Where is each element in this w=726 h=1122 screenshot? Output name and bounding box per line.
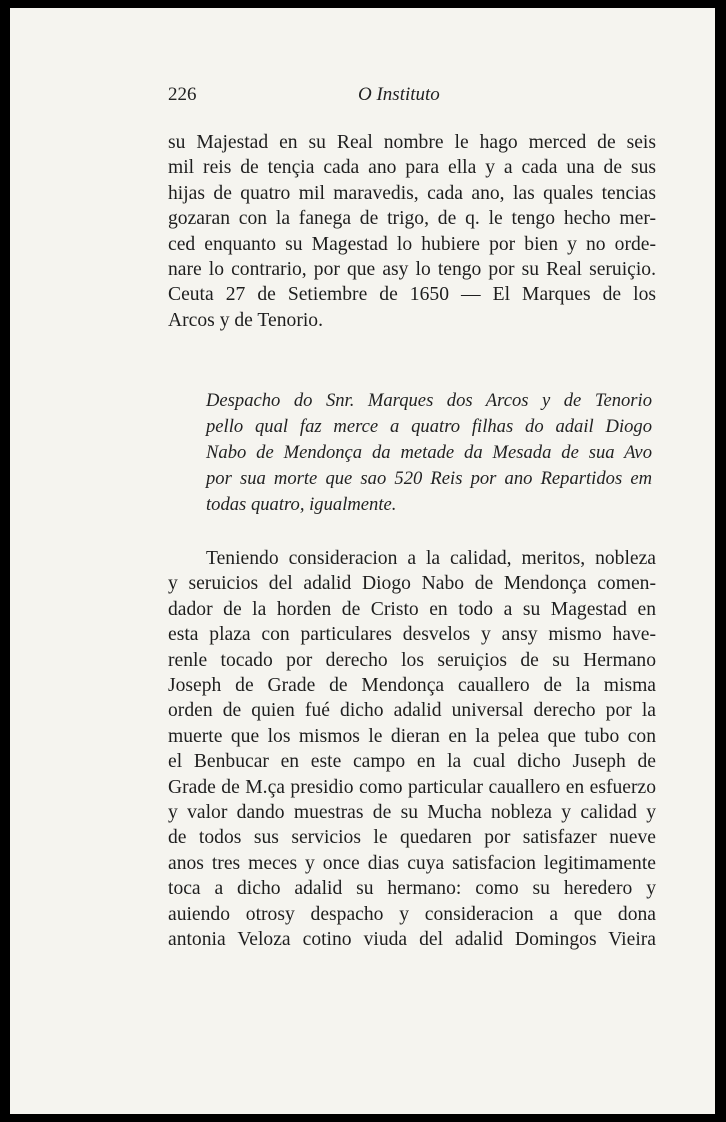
heading-line: todas quatro, igualmente. [206, 494, 397, 515]
text-line: Teniendo consideracion a la calidad, meritos, nobleza [206, 548, 656, 569]
text-line: gozaran con la fanega de trigo, de q. le tengo hecho mer- [168, 208, 656, 230]
text-line: Joseph de Grade de Mendonça cauallero de la misma [168, 675, 656, 697]
text-line: esta plaza con particulares desvelos y ansy mismo have- [168, 624, 656, 646]
paragraph-1 [168, 130, 656, 333]
heading-line: por sua morte que sao 520 Reis por ano Repartidos em [206, 468, 652, 489]
text-line: mil reis de tençia cada ano para ella y a cada una de sus [168, 157, 656, 179]
document-heading [206, 388, 652, 518]
text-line: y seruicios del adalid Diogo Nabo de Mendonça comen- [168, 573, 656, 595]
page-header [10, 84, 715, 114]
text-line: el Benbucar en este campo en la cual dicho Juseph de [168, 751, 656, 773]
text-line: hijas de quatro mil maravedis, cada ano, las quales tencias [168, 182, 656, 204]
text-line: Ceuta 27 de Setiembre de 1650 — El Marques de los [168, 284, 656, 306]
text-line: anos tres meces y once dias cuya satisfacion legitimamente [168, 852, 656, 874]
page-number: 226 [168, 84, 197, 105]
text-line: antonia Veloza cotino viuda del adalid Domingos Vieira [168, 929, 656, 951]
text-line: renle tocado por derecho los seruiçios de su Hermano [168, 649, 656, 671]
text-line: de todos sus servicios le quedaren por satisfazer nueve [168, 827, 656, 849]
text-line: toca a dicho adalid su hermano: como su heredero y [168, 878, 656, 900]
heading-line: pello qual faz merce a quatro filhas do adail Diogo [206, 416, 652, 437]
text-line: auiendo otrosy despacho y consideracion a que dona [168, 903, 656, 925]
text-line: muerte que los mismos le dieran en la pelea que tubo con [168, 725, 656, 747]
text-line: ced enquanto su Magestad lo hubiere por bien y no orde- [168, 233, 656, 255]
text-line: y valor dando muestras de su Mucha nobleza y calidad y [168, 802, 656, 824]
text-line: Arcos y de Tenorio. [168, 309, 323, 331]
text-line: nare lo contrario, por que asy lo tengo por su Real seruiçio. [168, 259, 656, 281]
paragraph-2 [168, 546, 656, 953]
text-line: dador de la horden de Cristo en todo a su Magestad en [168, 598, 656, 620]
text-line: orden de quien fué dicho adalid universal derecho por la [168, 700, 656, 722]
book-page [10, 8, 715, 1114]
heading-line: Nabo de Mendonça da metade da Mesada de sua Avo [206, 442, 652, 463]
heading-line: Despacho do Snr. Marques dos Arcos y de Tenorio [206, 390, 652, 411]
running-title: O Instituto [358, 84, 440, 105]
text-line: Grade de M.ça presidio como particular cauallero en esfuerzo [168, 776, 656, 798]
text-line: su Majestad en su Real nombre le hago merced de seis [168, 132, 656, 153]
